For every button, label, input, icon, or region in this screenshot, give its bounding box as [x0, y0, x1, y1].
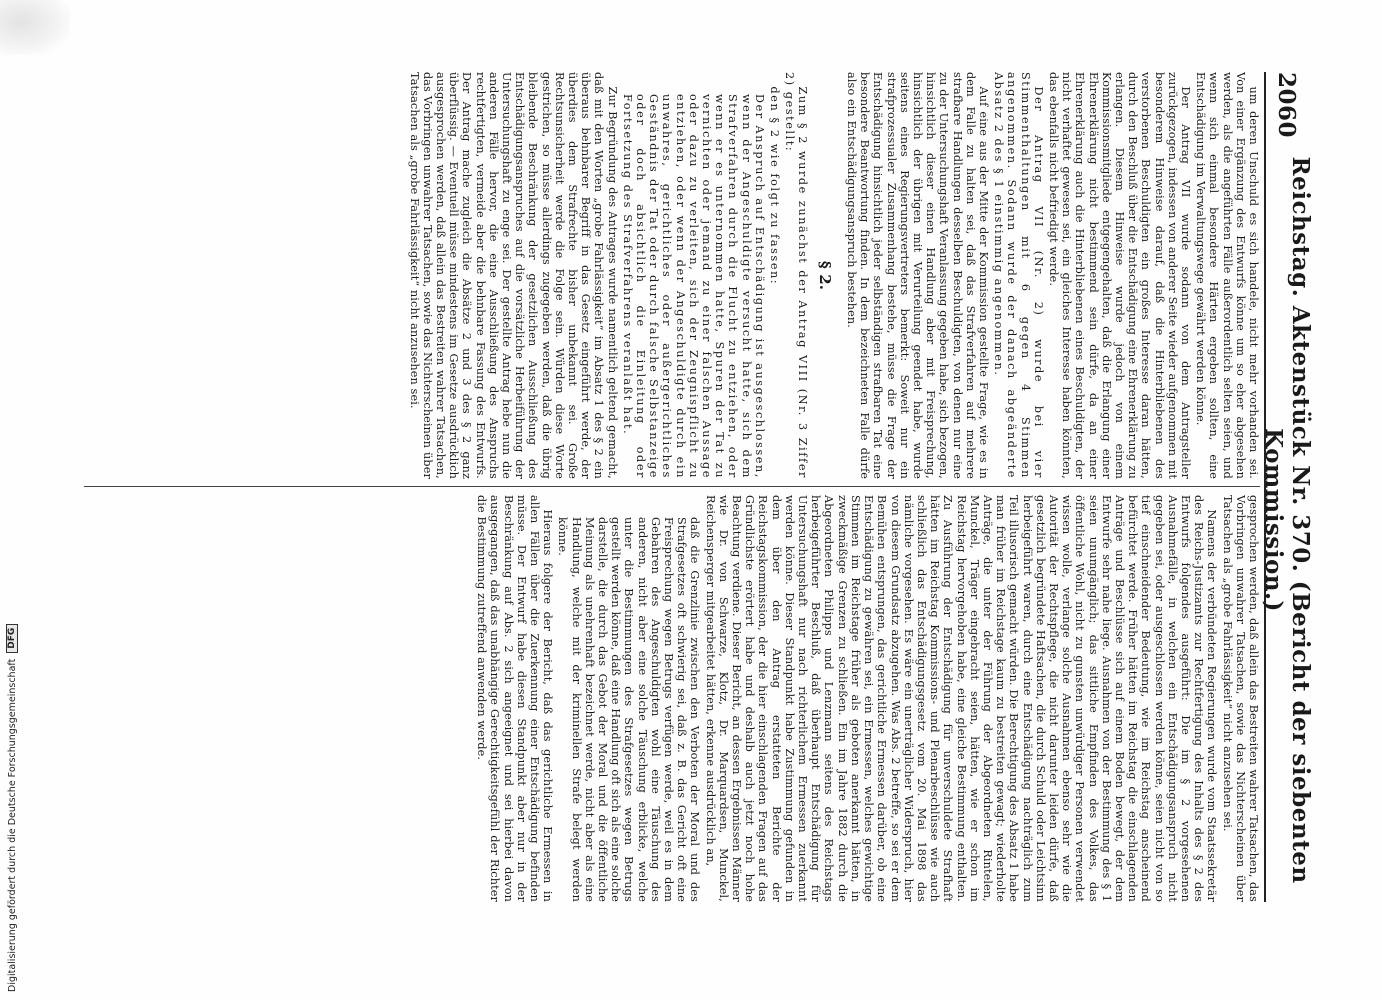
quoted-passage: daß die Grenzlinie zwischen den Verboten der Moral und des Strafgesetzes oft schwierig sei, daß z. B. das Gericht oft eine Freisprechung wegen Betrugs verfügen werde, weil es in dem Gebahren des Angeschuldigten wohl eine Täuschung des anderen, nicht aber eine solche Täuschung erblicke, welche unter die Bestimmungen des Strafgesetzes wegen Betrugs gestellt werden könne, daß eine Handlung oft sich als eine solche darstelle, die durch das Gebot der Moral und die öffentliche Meinung als unehrenhaft bezeichnet werde, nicht aber als eine Handlung, welche mit der kriminellen Strafe belegt werden könne.: [556, 517, 702, 902]
page-number: 2060: [1273, 72, 1301, 139]
paragraph: Der Antrag VII wurde sodann von dem Antragsteller zurückgezogen, indessen von anderer Seite wieder aufgenommen mit besonderem Hinweise darauf, daß die Hinterbliebenen des verstorbenen Beschuldigten ein großes Interesse daran hätten, durch den Beschluß über die Entschädigung eine Ehrenerklärung zu erlangen. Diesem Hinweise wurde jedoch von einem Kommissionsmitgliede entgegengehalten, daß die Erlangung einer Ehrenerklärung nicht bestimmend sein dürfe, da an einer Ehrenerklärung auch die Hinterbliebenen eines Beschuldigten, der nicht verhaftet gewesen sei, ein gleiches Interesse haben könnten, das ebenfalls nicht befriedigt werde.: [1046, 72, 1192, 479]
column-divider: [84, 486, 1260, 487]
paragraph: Namens der verbündeten Regierungen wurde vom Staatssekretär des Reichs-Justizamts zur Rechtfertigung des Inhalts des § 2 des Entwurfs folgendes ausgeführt: Die im § 2 vorgesehenen Ausnahmefälle, in welchen ein Entschädigungsanspruch nicht gegeben sei, oder ausgeschlossen werden könne, seien nicht von so tief einschneidender Bedeutung, wie im Reichstag anscheinend befürchtet werde. Früher hätten im Reichstag die einschlagenden Anträge und Beschlüsse sich auf einem Boden bewegt, der dem Entwurfe sehr nahe liege. Ausnahmen von der Bestimmung des § 1 seien unumgänglich; das sittliche Empfinden des Volkes, das öffentliche Wohl, nicht zu gunsten unwürdiger Personen verwendet wissen wolle, verlange solche Ausnahmen ebenso sehr wie die Autorität der Rechtspflege, die nicht darunter leiden dürfe, daß gesetzlich begründete Haftsachen, die durch Schuld oder Leichtsinn herbeigeführt waren, durch eine Entschädigung nachträglich zum Teil illusorisch gemacht würden. Die Berechtigung des Absatz 1 habe man früher im Reichstage kaum zu bestreiten gewagt; wiederholte Anträge, die unter der Führung der Abgeordneten Rintelen, Munckel, Träger eingebracht seien, hätten, wie er schon im Reichstag hervorgehoben habe, eine gleiche Bestimmung enthalten. Zu Ausführung der Entschädigung für unverschuldete Strafhaft hätten im Reichstag Kommissions- und Plenarbeschlüsse wie auch schließlich das Entschädigungsgesetz vom 20. Mai 1898 das nämliche vorgesehen. Es wäre ein unerträglicher Widerspruch, hier von diesem Grundsatz abzugehen. Was Abs. 2 betreffe, so sei er dem Bemühen entsprungen, das gerichtliche Ermessen darüber, ob eine Entschädigung zu gewähren sei, ein Ermessen, welches gewichtige Stimmen im Reichstage früher als geboten anerkannt hätten, in zweckmäßige Grenzen zu schließen. Ein im Jahre 1882 durch die Abgeordneten Philipps und Lenzmann seitens des Reichstags herbeigeführter Beschluß, daß überhaupt Entschädigung für Untersuchungshaft nur nach richterlichem Ermessen zuerkannt werden könne. Dieser Standpunkt habe Zustimmung gefunden in dem über den Antrag erstatteten Berichte der Reichstagskommission, der die hier einschlagenden Fragen auf das Gründlichste erörtert habe und deshalb auch jetzt noch hohe Beachtung verdiene. Dieser Bericht, an dessen Ergebnissen Männer wie Dr. von Schwarze, Klotz, Dr. Marquardsen, Munckel, Reichensperger mitgearbeitet hätten, erkenne ausdrücklich an,: [703, 495, 1219, 902]
section-heading: § 2.: [815, 260, 834, 291]
paragraph: Zur Begründung des Antrages wurde namentlich geltend gemacht, daß mit den Worten „grobe Fahrlässigkeit“ im Absatz 1 des § 2 ein überaus behnbarer Begriff in das Gesetz eingeführt werde, der überdies dem Strafrechte bisher unbekannt sei. Große Rechtsunsicherheit werde die Folge sein. Würden diese Worte gestrichen, so müsse allerdings zugegeben werden, daß die übrig bleibende Beschränkung der gesetzlichen Ausschließung des Entschädigungsanspruches auf die vorsätzliche Herbeiführung der Untersuchungshaft zu enge sei. Der gestellte Antrag hebe nun die anderen Fälle hervor, die eine Ausschließung des Anspruchs rechtfertigten, vermeide aber die behnbare Fassung des Entwurfs. Der Antrag mache zugleich die Absätze 2 und 3 des § 2 ganz überflüssig. — Eventuell müsse mindestens im Gesetze ausdrücklich ausgesprochen werden, daß allein das Bestreiten wahrer Tatsachen, das Vorbringen unwahrer Tatsachen, sowie das Nichterscheinen über Tatsachen als „grobe Fahrlässigkeit“ nicht anzusehen sei.: [407, 72, 619, 479]
paragraph: gesprochen werden, daß allein das Bestreiten wahrer Tatsachen, das Vorbringen unwahrer Tatsachen, sowie das Nichterscheinen über Tatsachen als „grobe Fahrlässigkeit“ nicht anzusehen sei.: [1220, 495, 1260, 902]
section-intro: Zum § 2 wurde zunächst der Antrag VIII (Nr. 3 Ziffer 2) gestellt:: [783, 72, 810, 479]
motion-lead: den § 2 wie folgt zu fassen:: [768, 86, 782, 286]
dfg-logo: DFG: [6, 624, 18, 653]
page-header: [1260, 72, 1314, 902]
paragraph: um deren Unschuld es sich handele, nicht mehr vorhanden sei. Von einer Ergänzung des Entwurfs könne um so eher abgesehen werden, als die angeführten Fälle außerordentlich selten seien, und wenn sich einmal besondere Härten ergeben sollten, eine Entschädigung im Verwaltungswege gewährt werden könne.: [1194, 72, 1260, 479]
paragraph: Auf eine aus der Mitte der Kommission gestellte Frage, wie es in dem Falle zu halten sei, daß das Strafverfahren auf mehrere strafbare Handlungen desselben Beschuldigten, von denen nur eine zu der Untersuchungshaft Veranlassung gegeben habe, sich bezogen, hinsichtlich dieser einen Handlung aber mit Freisprechung, hinsichtlich der übrigen mit Verurteilung geendet habe, wurde seitens eines Regierungsvertreters bemerkt: Soweit nur ein strafprozessualer Zusammenhang bestehe, müsse die Frage der Entschädigung hinsichtlich jeder selbständigen strafbaren Tat eine besondere Beantwortung finden. In dem bezeichneten Falle dürfe also ein Entschädigungsanspruch bestehen.: [844, 72, 990, 479]
rotated-document-page: [78, 72, 1314, 902]
credit-text: Digitalisierung gefördert durch die Deutsche Forschungsgemeinschaft: [6, 658, 18, 992]
scan-smudge: [0, 0, 70, 55]
paragraph: Hieraus folgere der Bericht, daß das gerichtliche Ermessen in allen Fällen über die Zuerkennung einer Entschädigung befinden müsse. Der Entwurf habe diesen Standpunkt aber nur in der Beschränkung auf Abs. 2 sich angeeignet und sei hierbei davon ausgegangen, daß das unabhängige Gerechtigkeitsgefühl der Richter die Bestimmung zutreffend anwenden werde.: [475, 495, 555, 902]
left-column: [84, 72, 1260, 479]
paragraph: Der Antrag VII (Nr. 2) wurde bei vier Stimmenthaltungen mit 6 gegen 4 Stimmen angenommen. Sodann wurde der danach abgeänderte Absatz 2 des § 1 einstimmig angenommen.: [992, 72, 1045, 479]
digitization-credit: [6, 624, 18, 992]
text-columns: [80, 72, 1260, 902]
right-column: [84, 495, 1260, 902]
motion-text: Der Anspruch auf Entschädigung ist ausgeschlossen, wenn der Angeschuldigte versucht hatte, sich dem Strafverfahren durch die Flucht zu entziehen, oder wenn er es unternommen hatte, Spuren der Tat zu vernichten oder jemand zu einer falschen Aussage oder dazu zu verleiten, sich der Zeugnispflicht zu entziehen, oder wenn der Angeschuldigte durch ein unwahres, gerichtliches oder außergerichtliches Geständnis der Tat oder durch falsche Selbstanzeige oder doch absichtlich die Einleitung oder Fortsetzung des Strafverfahrens veranlaßt hat.: [620, 94, 766, 479]
page-title: Reichstag. Aktenstück Nr. 370. (Bericht der siebenten Kommission.): [1260, 156, 1314, 884]
